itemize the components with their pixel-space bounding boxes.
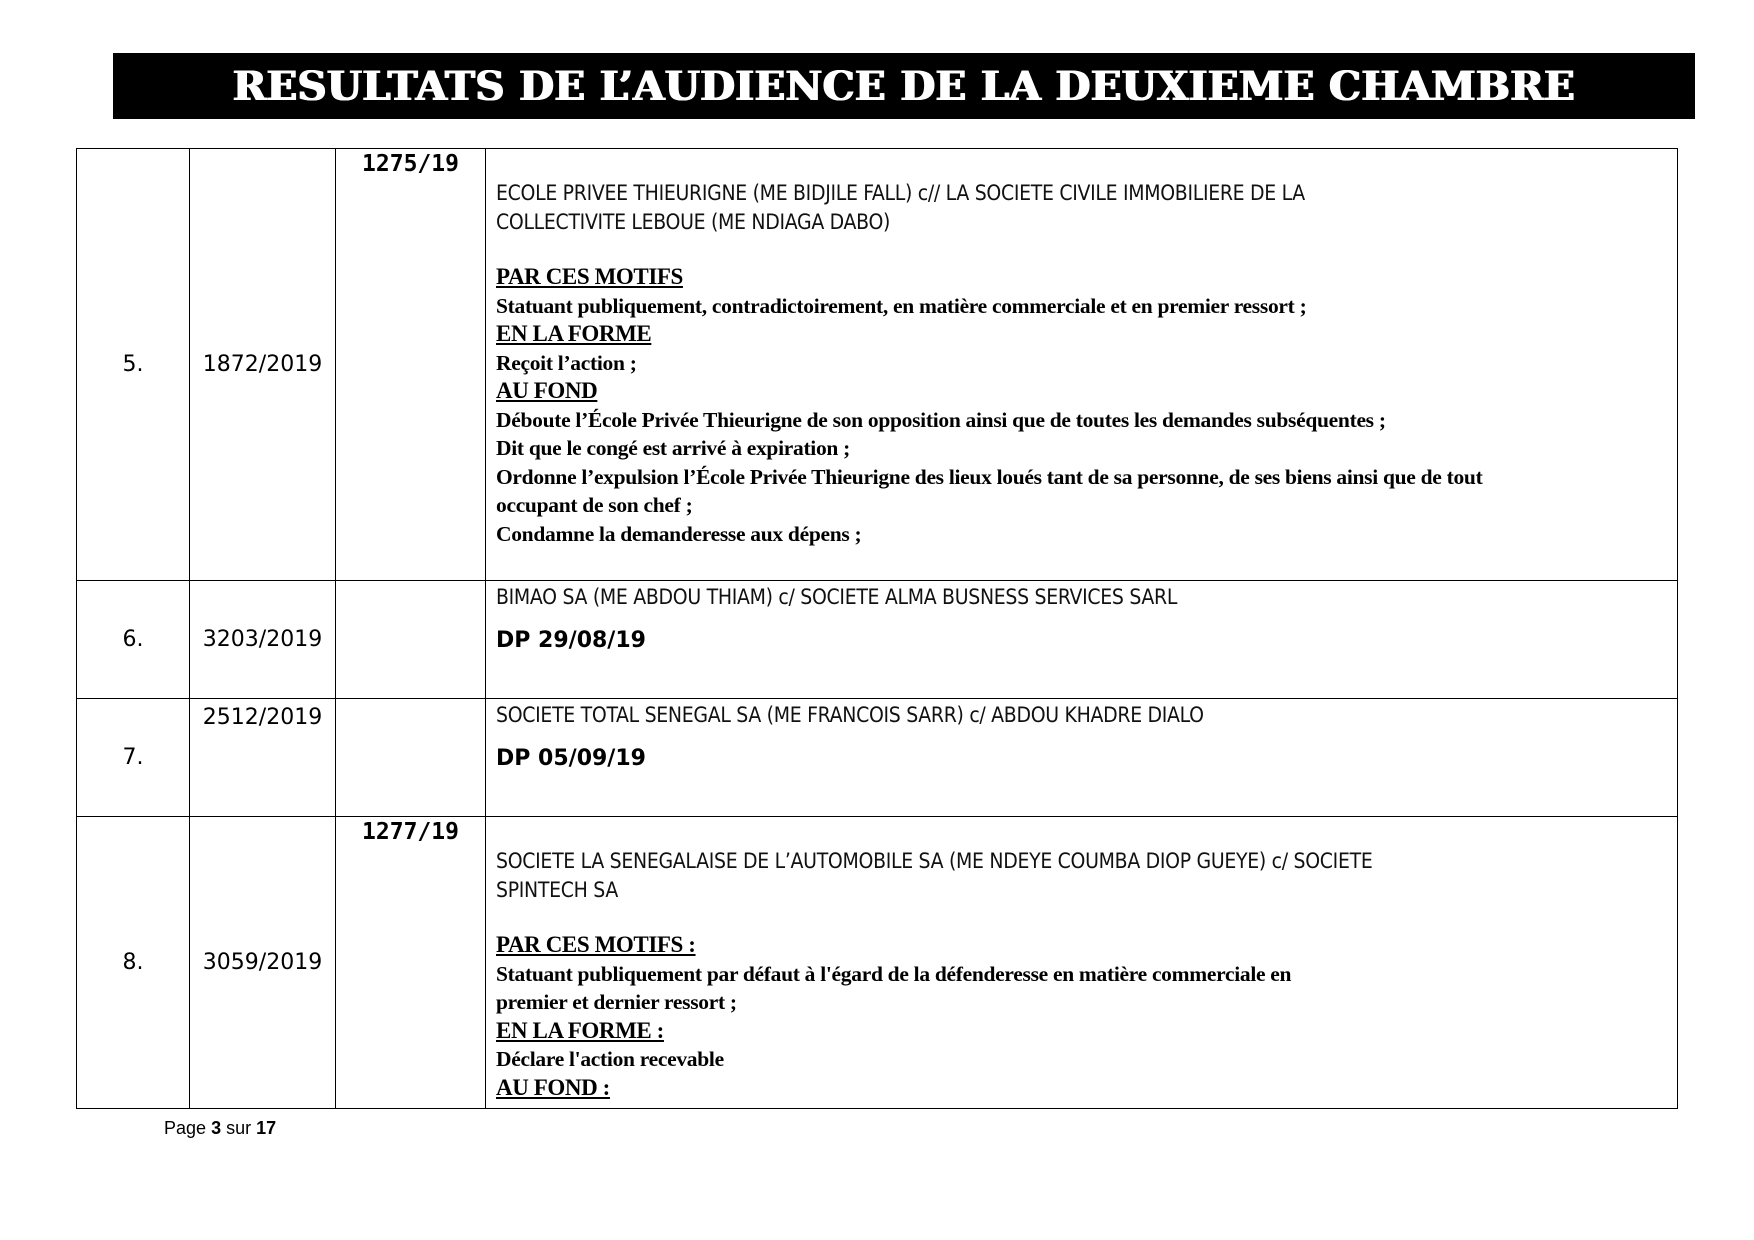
motifs-heading: PAR CES MOTIFS : bbox=[496, 932, 696, 957]
table-row bbox=[77, 149, 1678, 581]
case-details bbox=[486, 817, 1678, 1109]
ruling-statement: Statuant publiquement par défaut à l'égard de la défenderesse en matière commerciale en bbox=[496, 961, 1292, 986]
fond-heading: AU FOND bbox=[496, 378, 598, 403]
case-parties bbox=[496, 847, 1671, 905]
decision-number bbox=[336, 699, 486, 817]
fond-line: Dit que le congé est arrivé à expiration ; bbox=[496, 436, 851, 460]
of-word: sur bbox=[226, 1118, 252, 1138]
fond-heading: AU FOND : bbox=[496, 1074, 610, 1100]
parties-line: SPINTECH SA bbox=[496, 878, 618, 902]
forme-text: Déclare l'action recevable bbox=[496, 1047, 724, 1071]
case-parties: SOCIETE TOTAL SENEGAL SA (ME FRANCOIS SARR) c/ ABDOU KHADRE DIALO bbox=[496, 703, 1204, 727]
table-row bbox=[77, 817, 1678, 1109]
case-parties: BIMAO SA (ME ABDOU THIAM) c/ SOCIETE ALMA BUSNESS SERVICES SARL bbox=[496, 585, 1178, 609]
deliberation-date: DP 29/08/19 bbox=[496, 628, 646, 653]
header-bar bbox=[113, 53, 1695, 119]
decision-number: 1277/19 bbox=[336, 817, 486, 1109]
forme-text: Reçoit l’action ; bbox=[496, 350, 637, 375]
case-details bbox=[486, 149, 1678, 581]
row-number: 7. bbox=[77, 699, 190, 817]
ruling-statement: Statuant publiquement, contradictoirement, en matière commerciale et en premier ressort ; bbox=[496, 293, 1307, 318]
results-table bbox=[76, 148, 1678, 1109]
page-title: RESULTATS DE L’AUDIENCE DE LA DEUXIEME CHAMBRE bbox=[232, 62, 1576, 110]
page-total: 17 bbox=[256, 1118, 277, 1138]
case-details bbox=[486, 699, 1678, 817]
table-row bbox=[77, 581, 1678, 699]
fond-line: Condamne la demanderesse aux dépens ; bbox=[496, 521, 862, 546]
row-number: 5. bbox=[77, 149, 190, 581]
decision-number: 1275/19 bbox=[336, 149, 486, 581]
forme-heading: EN LA FORME : bbox=[496, 1017, 664, 1043]
page-word: Page bbox=[164, 1118, 207, 1138]
page-current: 3 bbox=[211, 1118, 222, 1138]
case-parties bbox=[496, 179, 1671, 237]
decision-number bbox=[336, 581, 486, 699]
parties-line: SOCIETE LA SENEGALAISE DE L’AUTOMOBILE SA (ME NDEYE COUMBA DIOP GUEYE) c/ SOCIETE bbox=[496, 849, 1373, 873]
rg-number: 1872/2019 bbox=[190, 149, 336, 581]
parties-line: ECOLE PRIVEE THIEURIGNE (ME BIDJILE FALL) c// LA SOCIETE CIVILE IMMOBILIERE DE LA bbox=[496, 181, 1305, 205]
row-number: 6. bbox=[77, 581, 190, 699]
fond-line: occupant de son chef ; bbox=[496, 493, 693, 517]
parties-line: COLLECTIVITE LEBOUE (ME NDIAGA DABO) bbox=[496, 210, 891, 234]
case-details bbox=[486, 581, 1678, 699]
fond-line: Déboute l’École Privée Thieurigne de son opposition ainsi que de toutes les demandes subséquentes ; bbox=[496, 407, 1386, 432]
deliberation-date: DP 05/09/19 bbox=[496, 746, 646, 771]
ruling-statement: premier et dernier ressort ; bbox=[496, 990, 737, 1014]
table-row bbox=[77, 699, 1678, 817]
motifs-heading: PAR CES MOTIFS bbox=[496, 264, 683, 289]
fond-line: Ordonne l’expulsion l’École Privée Thieurigne des lieux loués tant de sa personne, de ses biens ainsi que de tout bbox=[496, 464, 1483, 489]
rg-number: 3203/2019 bbox=[190, 581, 336, 699]
rg-number: 2512/2019 bbox=[190, 699, 336, 817]
page-footer bbox=[164, 1118, 276, 1139]
forme-heading: EN LA FORME bbox=[496, 321, 652, 346]
rg-number: 3059/2019 bbox=[190, 817, 336, 1109]
row-number: 8. bbox=[77, 817, 190, 1109]
